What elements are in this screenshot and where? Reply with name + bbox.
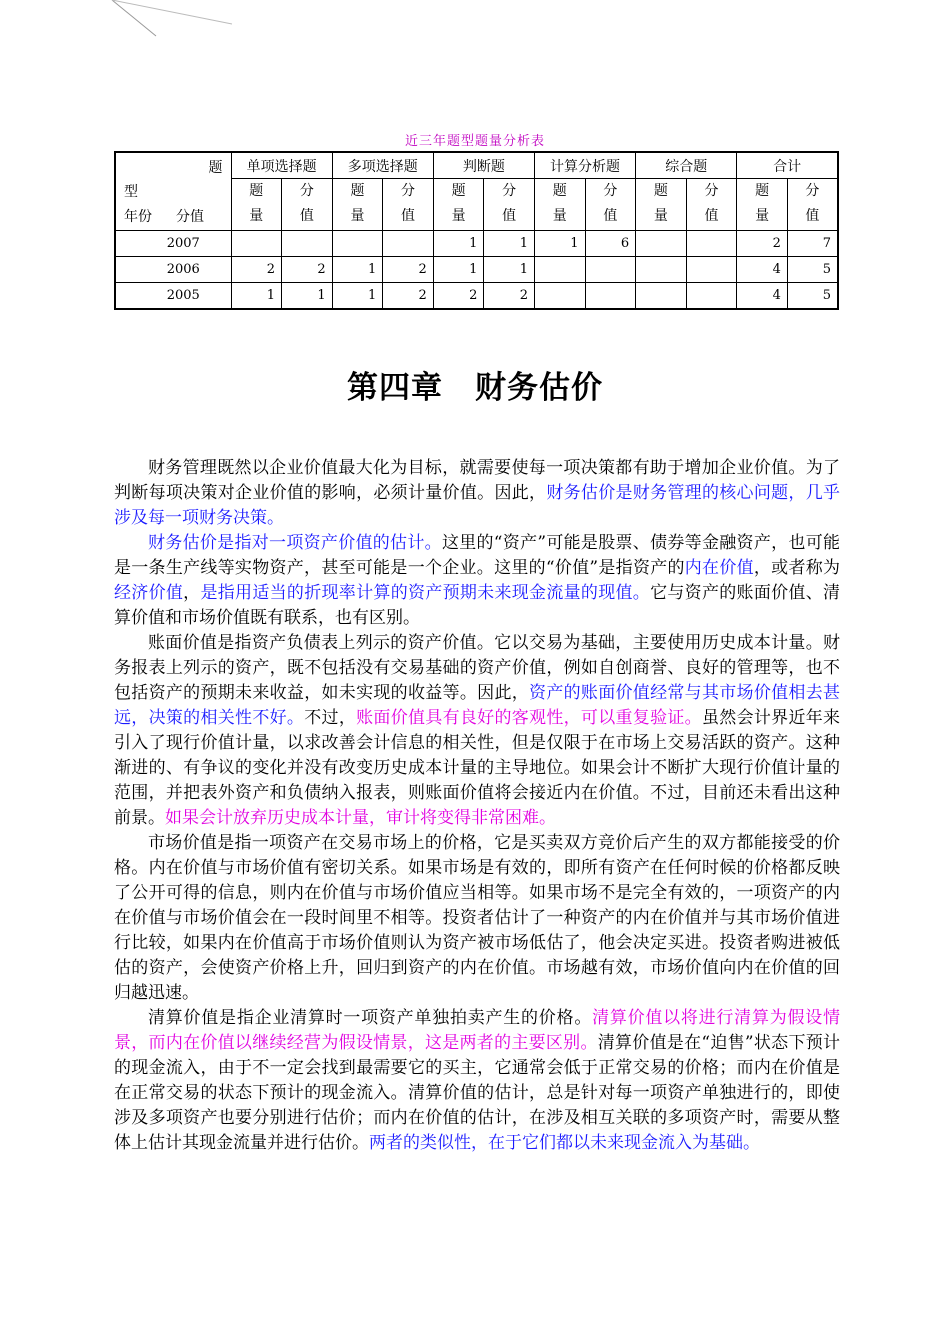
text-run: 市场价值是指一项资产在交易市场上的价格，它是买卖双方竞价后产生的双方都能接受的价格。内在价值与市场价值有密切关系。如果市场是有效的，即所有资产在任何时候的价格都反映了公开可得的信息，则内在价值与市场价值应当相等。如果市场不是完全有效的，一项资产的内在价值与市场价值会在一段时间里不相等。投资者估计了一种资产的内在价值并与其市场价值进行比较，如果内在价值高于市场价值则认为资产被市场低估了，他会决定买进。投资者购进被低估的资产，会使资产价格上升，回归到资产的内在价值。市场越有效，市场价值向内在价值的回归越迅速。 [114,833,840,1003]
table-cell: 2 [737,231,788,257]
subheader-count [332,179,383,231]
highlight-pink: 如果会计放弃历史成本计量，审计将变得非常困难。 [165,808,556,828]
text-run: 虽然会计界近年来引入了现行价值计量，以求改善会计信息的相关性，但是仅限于在市场上交易活跃的资产。这种渐进的、有争议的变化并没有改变历史成本计量的主导地位。如果会计不断扩大现行价值计量的范围，并把表外资产和负债纳入报表，则账面价值将会接近内在价值。不过，目前还未看出这种前景。 [114,708,841,828]
subheader-count [737,179,788,231]
header-total: 合计 [737,152,838,179]
table-cell: 2 [433,283,484,310]
table-cell [585,283,636,310]
text-run: 这里的“资产”可能是股票、债券等金融资产，也可能是一条生产线等实物资产，甚至可能是一个企业。这里的“价值”是指资产的 [114,533,840,578]
table-cell: 4 [737,257,788,283]
subheader-count [433,179,484,231]
subheader-count-label: 题量 [249,183,264,224]
table-cell: 2 [383,257,434,283]
table-cell [282,231,333,257]
table-cell: 1 [433,231,484,257]
table-cell: 1 [433,257,484,283]
paragraph-1 [114,456,840,531]
table-cell [332,231,383,257]
table-row [115,283,838,310]
subheader-count-label: 题量 [350,183,365,224]
table-cell: 4 [737,283,788,310]
text-run: 清算价值是在“迫售”状态下预计的现金流入，由于不一定会找到最需要它的买主，它通常会低于正常交易的价格；而内在价值是在正常交易的状态下预计的现金流入。清算价值的估计，总是针对每一项资产单独进行的，即使涉及多项资产也要分别进行估价；而内在价值的估计，在涉及相互关联的多项资产时，需要从整体上估计其现金流量并进行估价。 [114,1033,841,1153]
table-cell [383,231,434,257]
table-cell: 2 [383,283,434,310]
highlight-blue: 资产的账面价值经常与其市场价值相去甚远，决策的相关性不好。 [114,683,841,728]
subheader-score-label: 分值 [502,183,517,224]
table-cell [686,231,737,257]
text-run: 它与资产的账面价值、清算价值和市场价值既有联系，也有区别。 [114,583,841,628]
row-year: 2006 [115,257,231,283]
subheader-score-label: 分值 [401,183,416,224]
table-cell [686,257,737,283]
text-run: ， [183,583,201,603]
row-year: 2007 [115,231,231,257]
chapter-title: 第四章 财务估价 [347,370,603,406]
table-row [115,231,838,257]
subheader-score [484,179,535,231]
highlight-blue: 内在价值 [684,558,754,578]
table-corner-header [115,152,231,231]
table-title: 近三年题型题量分析表 [404,134,545,149]
table-cell: 6 [585,231,636,257]
text-run: 账面价值是指资产负债表上列示的资产价值。它以交易为基础，主要使用历史成本计量。财务报表上列示的资产，既不包括没有交易基础的资产价值，例如自创商誉、良好的管理等，也不包括资产的预期未来收益，如未实现的收益等。因此， [114,633,840,703]
subheader-count-label: 题量 [552,183,567,224]
table-cell: 1 [484,257,535,283]
paragraph-2 [114,531,840,631]
subheader-score-label: 分值 [299,183,314,224]
subheader-count-label: 题量 [653,183,668,224]
highlight-blue: 财务估价是指对一项资产价值的估计。 [148,533,442,553]
header-comprehensive: 综合题 [636,152,737,179]
table-cell: 2 [282,257,333,283]
table-cell: 2 [231,257,282,283]
subheader-count [636,179,687,231]
table-cell [585,257,636,283]
table-cell [636,283,687,310]
table-cell: 1 [282,283,333,310]
text-run: 财务管理既然以企业价值最大化为目标，就需要使每一项决策都有助于增加企业价值。为了判断每项决策对企业价值的影响，必须计量价值。因此， [114,458,840,503]
header-calculation: 计算分析题 [534,152,635,179]
paragraph-3 [114,631,840,831]
text-run: ，或者称为 [753,558,840,578]
table-header-row [115,152,838,179]
table-cell: 1 [332,283,383,310]
highlight-blue: 两者的类似性，在于它们都以未来现金流入为基础。 [369,1133,760,1153]
table-cell [534,257,585,283]
subheader-count [534,179,585,231]
table-cell: 1 [231,283,282,310]
table-cell [636,231,687,257]
subheader-score [383,179,434,231]
header-true-false: 判断题 [433,152,534,179]
table-cell: 5 [787,257,838,283]
text-run: 不过， [304,708,357,728]
corner-label-year: 年份 [124,209,152,225]
corner-label-mid: 型 [124,184,138,200]
subheader-score-label: 分值 [805,183,820,224]
subheader-score [585,179,636,231]
table-cell: 1 [484,231,535,257]
chapter-body [114,456,840,1156]
subheader-score [686,179,737,231]
row-year: 2005 [115,283,231,310]
highlight-pink: 清算价值以将进行清算为假设情景，而内在价值以继续经营为假设情景，这是两者的主要区别。 [114,1008,840,1053]
highlight-blue: 是指用适当的折现率计算的资产预期未来现金流量的现值。 [200,583,651,603]
highlight-blue: 经济价值 [114,583,184,603]
subheader-score [282,179,333,231]
text-run: 清算价值是指企业清算时一项资产单独拍卖产生的价格。 [148,1008,593,1028]
paragraph-5 [114,1006,840,1156]
table-cell [534,283,585,310]
subheader-score [787,179,838,231]
table-cell: 5 [787,283,838,310]
table-cell: 2 [484,283,535,310]
header-single-choice: 单项选择题 [231,152,332,179]
table-row [115,257,838,283]
paragraph-4 [114,831,840,1006]
table-cell [636,257,687,283]
subheader-count [231,179,282,231]
corner-label-top: 题 [208,160,223,176]
corner-decoration-line [0,0,240,40]
subheader-count-label: 题量 [451,183,466,224]
highlight-pink: 账面价值具有良好的客观性，可以重复验证。 [356,708,702,728]
subheader-score-label: 分值 [704,183,719,224]
table-cell [686,283,737,310]
corner-label-score: 分值 [176,209,204,225]
table-cell: 1 [332,257,383,283]
table-cell: 7 [787,231,838,257]
subheader-count-label: 题量 [755,183,770,224]
table-cell [231,231,282,257]
subheader-score-label: 分值 [603,183,618,224]
table-cell: 1 [534,231,585,257]
header-multiple-choice: 多项选择题 [332,152,433,179]
question-analysis-table [114,151,839,310]
highlight-blue: 财务估价是财务管理的核心问题，几乎涉及每一项财务决策。 [114,483,841,528]
